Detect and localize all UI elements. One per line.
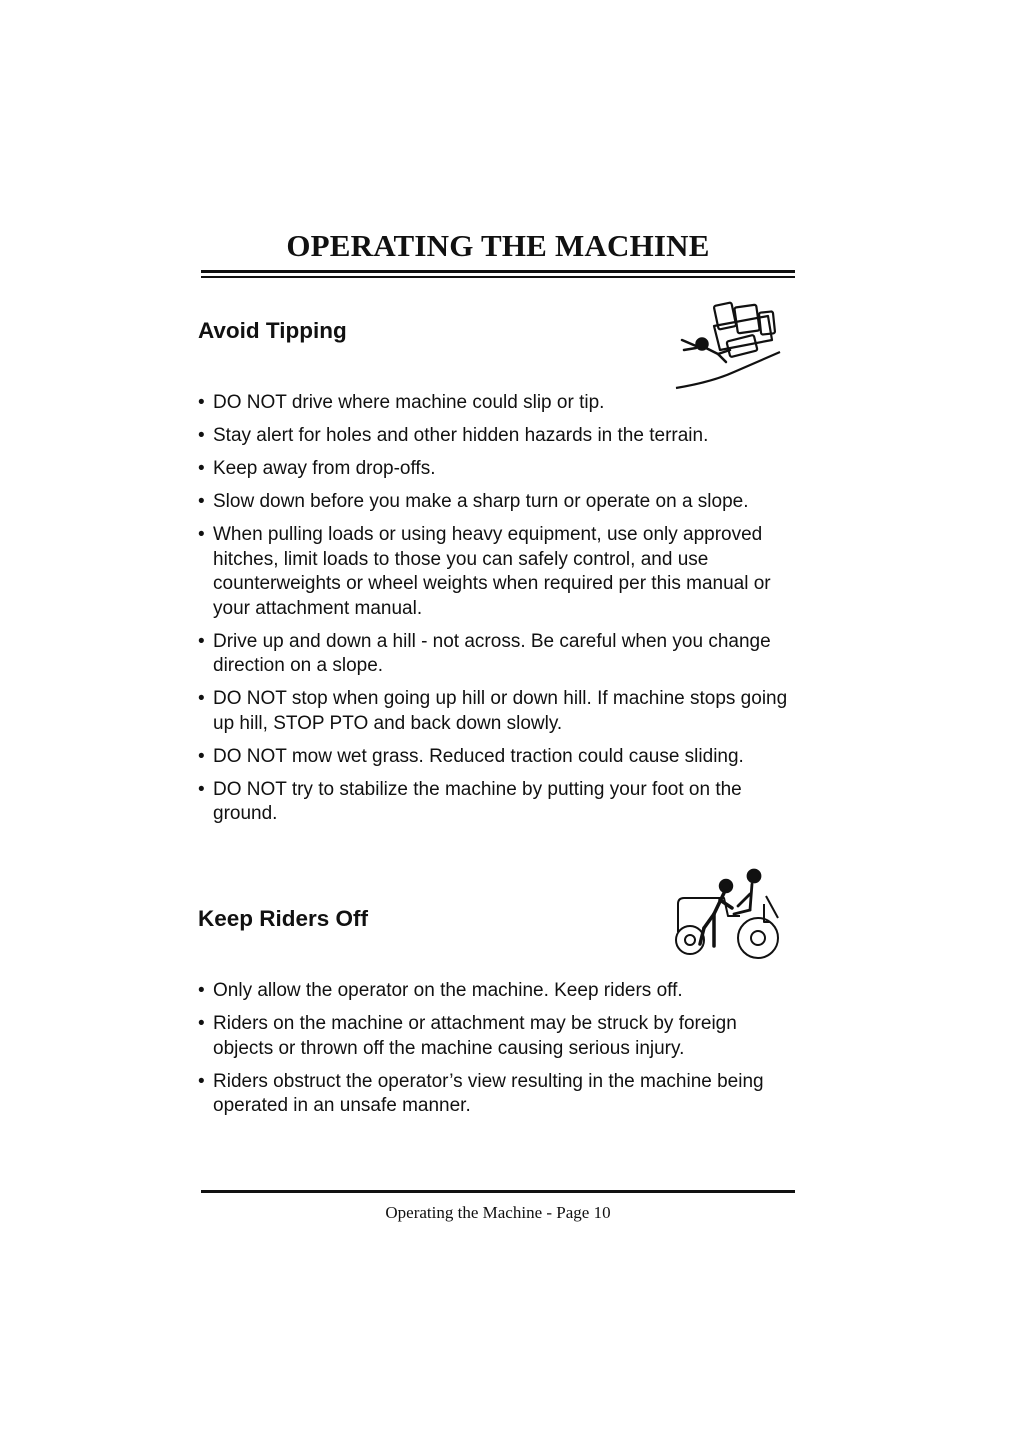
page-footer: Operating the Machine - Page 10: [385, 1203, 611, 1222]
list-item: • Slow down before you make a sharp turn or operate on a slope.: [198, 490, 798, 515]
list-item: • Only allow the operator on the machine. Keep riders off.: [198, 979, 798, 1004]
avoid-tipping-list: [198, 391, 798, 835]
title-rule: [201, 270, 795, 273]
list-item: • DO NOT stop when going up hill or down hill. If machine stops going up hill, STOP PTO and back down slowly.: [198, 687, 798, 736]
list-item: • DO NOT try to stabilize the machine by putting your foot on the ground.: [198, 778, 798, 827]
list-item: • Riders obstruct the operator’s view resulting in the machine being operated in an unsafe manner.: [198, 1070, 798, 1119]
list-item: • DO NOT drive where machine could slip or tip.: [198, 391, 798, 416]
tipping-mower-icon: [672, 296, 784, 392]
list-item: • Drive up and down a hill - not across. Be careful when you change direction on a slope.: [198, 630, 798, 679]
keep-riders-off-list: [198, 979, 798, 1127]
page-title: OPERATING THE MACHINE: [286, 228, 710, 263]
title-rule-secondary: [201, 276, 795, 278]
section-heading-avoid-tipping: Avoid Tipping: [198, 318, 347, 343]
list-item: • Stay alert for holes and other hidden hazards in the terrain.: [198, 424, 798, 449]
list-item: • Riders on the machine or attachment may be struck by foreign objects or thrown off the machine causing serious injury.: [198, 1012, 798, 1061]
list-item: • When pulling loads or using heavy equipment, use only approved hitches, limit loads to those you can safely control, and use counterweights or wheel weights when required per this manual or your attachment manual.: [198, 523, 798, 621]
rider-on-tractor-icon: [670, 866, 784, 966]
footer-rule: [201, 1190, 795, 1193]
list-item: • DO NOT mow wet grass. Reduced traction could cause sliding.: [198, 745, 798, 770]
list-item: • Keep away from drop-offs.: [198, 457, 798, 482]
section-heading-keep-riders-off: Keep Riders Off: [198, 906, 369, 931]
